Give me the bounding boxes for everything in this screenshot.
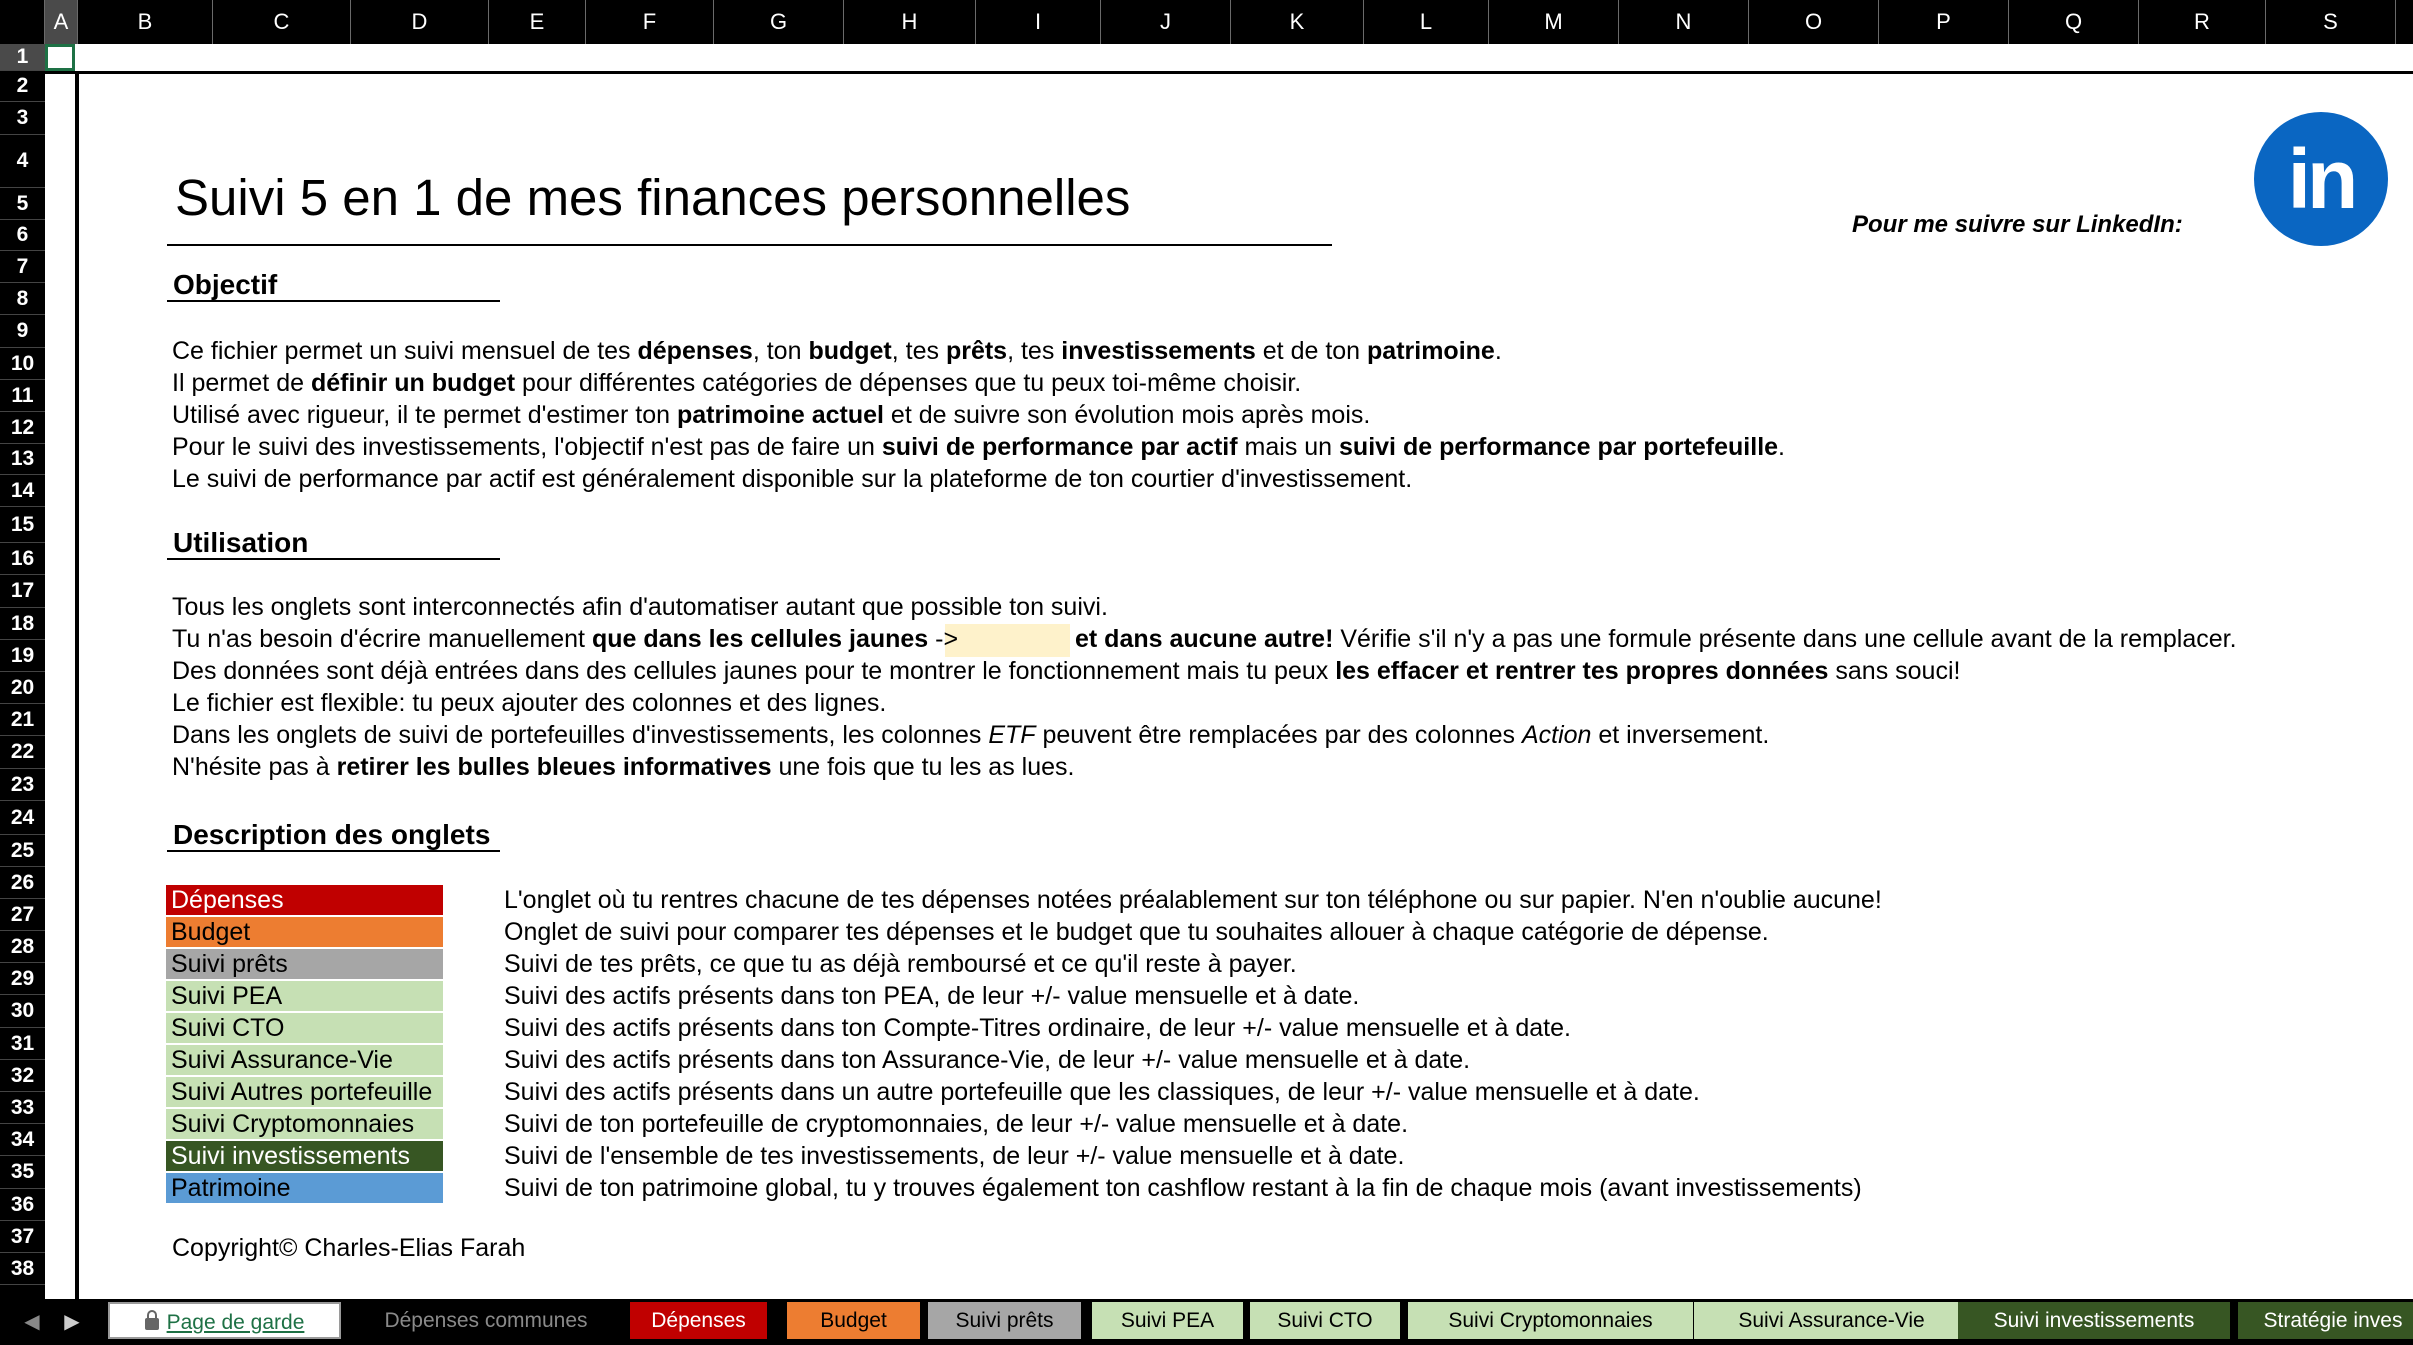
row-header-22[interactable]: 22 xyxy=(0,736,45,769)
tab-label-suivi-pr-ts: Suivi prêts xyxy=(166,949,443,979)
row-header-20[interactable]: 20 xyxy=(0,672,45,704)
page-title: Suivi 5 en 1 de mes finances personnelles xyxy=(175,169,1131,226)
row-header-10[interactable]: 10 xyxy=(0,348,45,380)
sheet-tab-suivi-assurance-vie[interactable] xyxy=(1694,1302,1969,1339)
column-header-a[interactable]: A xyxy=(45,0,78,44)
tab-description-text: Suivi des actifs présents dans ton Compte-Titres ordinaire, de leur +/- value mensuelle et à date. xyxy=(504,1014,1571,1042)
column-header-s[interactable]: S xyxy=(2266,0,2396,44)
tab-scroll-left-icon[interactable]: ◀ xyxy=(24,1311,40,1333)
sheet-tab-label: Suivi investissements xyxy=(1993,1309,2195,1332)
frame-border-left xyxy=(75,71,79,1299)
section-underline-utilisation xyxy=(167,558,500,560)
row-header-18[interactable]: 18 xyxy=(0,608,45,640)
row-header-13[interactable]: 13 xyxy=(0,444,45,475)
column-header-h[interactable]: H xyxy=(844,0,976,44)
row-header-25[interactable]: 25 xyxy=(0,835,45,867)
row-header-34[interactable]: 34 xyxy=(0,1124,45,1156)
tab-description-text: Suivi des actifs présents dans ton Assurance-Vie, de leur +/- value mensuelle et à date. xyxy=(504,1046,1471,1074)
column-header-b[interactable]: B xyxy=(78,0,213,44)
tab-description-text: Suivi de ton patrimoine global, tu y trouves également ton cashflow restant à la fin de chaque mois (avant investissements) xyxy=(504,1174,1862,1202)
tab-description-text: Suivi de tes prêts, ce que tu as déjà remboursé et ce qu'il reste à payer. xyxy=(504,950,1297,978)
utilisation-line-3: Des données sont déjà entrées dans des cellules jaunes pour te montrer le fonctionnement mais tu peux les effacer et rentrer tes propres données sans souci! xyxy=(172,657,1961,685)
column-header-q[interactable]: Q xyxy=(2009,0,2139,44)
row-header-37[interactable]: 37 xyxy=(0,1221,45,1253)
title-underline xyxy=(167,244,1332,246)
objectif-line-2: Il permet de définir un budget pour différentes catégories de dépenses que tu peux toi-même choisir. xyxy=(172,369,1302,397)
sheet-tab-label: Suivi Cryptomonnaies xyxy=(1448,1309,1653,1332)
tab-description-text: Suivi des actifs présents dans un autre portefeuille que les classiques, de leur +/- value mensuelle et à date. xyxy=(504,1078,1700,1106)
row-header-15[interactable]: 15 xyxy=(0,507,45,543)
row-header-bar xyxy=(0,44,45,1299)
section-underline-description xyxy=(167,850,500,852)
row-header-9[interactable]: 9 xyxy=(0,315,45,348)
sheet-tab-label: Suivi PEA xyxy=(1120,1309,1215,1332)
row-header-3[interactable]: 3 xyxy=(0,102,45,135)
row-header-11[interactable]: 11 xyxy=(0,380,45,412)
utilisation-line-6: N'hésite pas à retirer les bulles bleues informatives une fois que tu les as lues. xyxy=(172,753,1075,781)
sheet-tab-label: Suivi prêts xyxy=(955,1309,1054,1332)
tab-label-suivi-autres-portefeuille: Suivi Autres portefeuille xyxy=(166,1077,443,1107)
selected-cell-a1[interactable] xyxy=(45,44,75,71)
row-header-27[interactable]: 27 xyxy=(0,899,45,931)
sheet-tab-suivi-cto[interactable] xyxy=(1250,1302,1400,1339)
row-header-6[interactable]: 6 xyxy=(0,220,45,251)
tab-label-suivi-investissements: Suivi investissements xyxy=(166,1141,443,1171)
row-header-1[interactable]: 1 xyxy=(0,44,45,71)
row-header-33[interactable]: 33 xyxy=(0,1092,45,1124)
sheet-tab-label: Suivi CTO xyxy=(1277,1309,1373,1332)
row-header-8[interactable]: 8 xyxy=(0,283,45,315)
objectif-line-3: Utilisé avec rigueur, il te permet d'estimer ton patrimoine actuel et de suivre son évolution mois après mois. xyxy=(172,401,1371,429)
sheet-tab-depenses-communes[interactable] xyxy=(345,1302,627,1339)
sheet-tab-page-de-garde[interactable] xyxy=(108,1302,341,1339)
column-header-l[interactable]: L xyxy=(1364,0,1489,44)
section-title-objectif: Objectif xyxy=(173,269,278,300)
row-header-12[interactable]: 12 xyxy=(0,412,45,444)
column-header-f[interactable]: F xyxy=(586,0,714,44)
sheet-tab-label: Page de garde xyxy=(166,1311,305,1334)
objectif-line-5: Le suivi de performance par actif est généralement disponible sur la plateforme de ton courtier d'investissement. xyxy=(172,465,1413,493)
row-header-17[interactable]: 17 xyxy=(0,575,45,608)
column-header-n[interactable]: N xyxy=(1619,0,1749,44)
row-header-32[interactable]: 32 xyxy=(0,1060,45,1092)
column-header-bar xyxy=(0,0,2413,44)
utilisation-line-2-suffix: et dans aucune autre! Vérifie s'il n'y a pas une formule présente dans une cellule avant de la remplacer. xyxy=(1075,625,2237,653)
cell-grid[interactable] xyxy=(45,44,2413,1299)
row-header-29[interactable]: 29 xyxy=(0,963,45,995)
sheet-tab-label: Dépenses xyxy=(651,1309,746,1332)
tab-description-text: L'onglet où tu rentres chacune de tes dépenses notées préalablement sur ton téléphone ou sur papier. N'en n'oublie aucune! xyxy=(504,886,1882,914)
row-header-38[interactable]: 38 xyxy=(0,1253,45,1285)
row-header-24[interactable]: 24 xyxy=(0,801,45,835)
sheet-tab-budget[interactable] xyxy=(787,1302,920,1339)
sheet-tab-label: Dépenses communes xyxy=(384,1309,588,1332)
utilisation-line-1: Tous les onglets sont interconnectés afin d'automatiser autant que possible ton suivi. xyxy=(172,593,1108,621)
tab-label-suivi-assurance-vie: Suivi Assurance-Vie xyxy=(166,1045,443,1075)
linkedin-label: Pour me suivre sur LinkedIn: xyxy=(1852,211,2183,238)
section-underline-objectif xyxy=(167,300,500,302)
lock-icon xyxy=(145,1318,159,1330)
row-header-28[interactable]: 28 xyxy=(0,931,45,963)
column-header-c[interactable]: C xyxy=(213,0,351,44)
row-header-26[interactable]: 26 xyxy=(0,867,45,899)
row-header-23[interactable]: 23 xyxy=(0,769,45,801)
tab-scroll-right-icon[interactable]: ▶ xyxy=(64,1311,80,1333)
row-header-31[interactable]: 31 xyxy=(0,1028,45,1060)
row-1-band xyxy=(45,44,2413,71)
row-header-16[interactable]: 16 xyxy=(0,543,45,575)
section-title-utilisation: Utilisation xyxy=(173,527,309,558)
linkedin-icon[interactable]: in xyxy=(2254,112,2388,246)
tab-description-text: Onglet de suivi pour comparer tes dépenses et le budget que tu souhaites allouer à chaque catégorie de dépense. xyxy=(504,918,1769,946)
sheet-tab-strategie-inves[interactable] xyxy=(2238,1302,2413,1339)
sheet-tab-suivi-cryptomonnaies[interactable] xyxy=(1408,1302,1693,1339)
column-header-o[interactable]: O xyxy=(1749,0,1879,44)
column-header-g[interactable]: G xyxy=(714,0,844,44)
sheet-tab-bar xyxy=(0,1299,2413,1345)
row-header-36[interactable]: 36 xyxy=(0,1189,45,1221)
column-header-j[interactable]: J xyxy=(1101,0,1231,44)
utilisation-line-4: Le fichier est flexible: tu peux ajouter des colonnes et des lignes. xyxy=(172,689,887,717)
column-header-r[interactable]: R xyxy=(2139,0,2266,44)
copyright-text: Copyright© Charles-Elias Farah xyxy=(172,1234,526,1262)
column-header-p[interactable]: P xyxy=(1879,0,2009,44)
sheet-tab-suivi-prets[interactable] xyxy=(928,1302,1081,1339)
column-header-e[interactable]: E xyxy=(489,0,586,44)
column-header-i[interactable]: I xyxy=(976,0,1101,44)
row-header-35[interactable]: 35 xyxy=(0,1156,45,1189)
column-header-m[interactable]: M xyxy=(1489,0,1619,44)
row-header-30[interactable]: 30 xyxy=(0,995,45,1028)
row-header-14[interactable]: 14 xyxy=(0,475,45,507)
section-title-description: Description des onglets xyxy=(173,819,491,850)
tab-label-budget: Budget xyxy=(166,917,443,947)
tab-description-text: Suivi de l'ensemble de tes investissements, de leur +/- value mensuelle et à date. xyxy=(504,1142,1405,1170)
column-header-d[interactable]: D xyxy=(351,0,489,44)
frame-border-top xyxy=(45,71,2413,74)
tab-label-suivi-cto: Suivi CTO xyxy=(166,1013,443,1043)
sheet-tab-label: Suivi Assurance-Vie xyxy=(1738,1309,1925,1332)
sheet-tab-suivi-investissements[interactable] xyxy=(1958,1302,2230,1339)
tab-description-text: Suivi des actifs présents dans ton PEA, de leur +/- value mensuelle et à date. xyxy=(504,982,1360,1010)
sheet-tab-suivi-pea[interactable] xyxy=(1092,1302,1243,1339)
utilisation-line-2: Tu n'as besoin d'écrire manuellement que dans les cellules jaunes -> xyxy=(172,625,959,653)
tab-label-suivi-cryptomonnaies: Suivi Cryptomonnaies xyxy=(166,1109,443,1139)
tab-label-d-penses: Dépenses xyxy=(166,885,443,915)
row-header-4[interactable]: 4 xyxy=(0,135,45,188)
row-header-2[interactable]: 2 xyxy=(0,71,45,102)
row-header-5[interactable]: 5 xyxy=(0,188,45,220)
sheet-tab-label: Budget xyxy=(820,1309,887,1332)
sheet-tab-label: Stratégie inves xyxy=(2263,1309,2403,1332)
row-header-7[interactable]: 7 xyxy=(0,251,45,283)
tab-label-patrimoine: Patrimoine xyxy=(166,1173,443,1203)
tab-description-text: Suivi de ton portefeuille de cryptomonnaies, de leur +/- value mensuelle et à date. xyxy=(504,1110,1409,1138)
column-header-k[interactable]: K xyxy=(1231,0,1364,44)
objectif-line-4: Pour le suivi des investissements, l'objectif n'est pas de faire un suivi de performance par actif mais un suivi de performance par portefeuille. xyxy=(172,433,1785,461)
select-all-corner[interactable] xyxy=(0,0,45,44)
objectif-line-1: Ce fichier permet un suivi mensuel de tes dépenses, ton budget, tes prêts, tes investissements et de ton patrimoine. xyxy=(172,337,1502,365)
row-header-21[interactable]: 21 xyxy=(0,704,45,736)
utilisation-line-5: Dans les onglets de suivi de portefeuilles d'investissements, les colonnes ETF peuvent être remplacées par des colonnes Action et inversement. xyxy=(172,721,1770,749)
sheet-tab-depenses[interactable] xyxy=(630,1302,767,1339)
tab-label-suivi-pea: Suivi PEA xyxy=(166,981,443,1011)
row-header-19[interactable]: 19 xyxy=(0,640,45,672)
yellow-input-cell-example[interactable] xyxy=(945,624,1070,657)
